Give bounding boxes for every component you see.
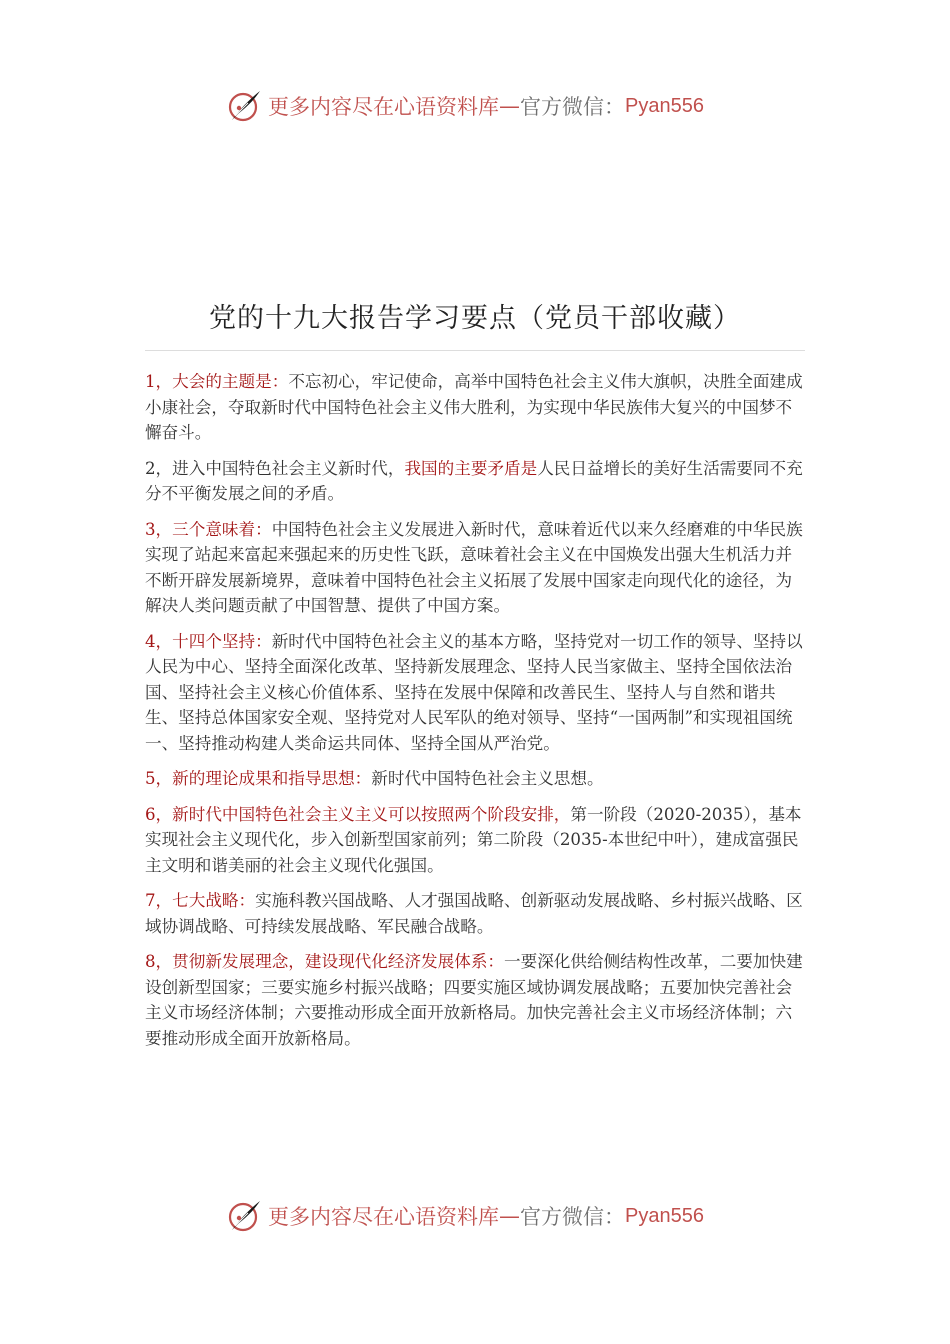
point-7-heading: 7，七大战略：	[145, 891, 256, 910]
banner-wechat-id: Pyan556	[625, 1204, 704, 1227]
page-title: 党的十九大报告学习要点（党员干部收藏）	[209, 303, 741, 334]
point-5	[145, 766, 805, 792]
article-body	[145, 369, 805, 1061]
banner-dash: —	[499, 94, 520, 118]
point-1	[145, 369, 805, 446]
banner-dash: —	[499, 1204, 520, 1228]
point-2-heading: 我国的主要矛盾是	[404, 458, 538, 478]
point-4-text: 新时代中国特色社会主义的基本方略，坚持党对一切工作的领导、坚持以人民为中心、坚持全面深化改革、坚持新发展理念、坚持人民当家做主、坚持全国依法治国、坚持社会主义核心价值体系、坚持在发展中保障和改善民生、坚持人与自然和谐共生、坚持总体国家安全观、坚持党对人民军队的绝对领导、坚持“一国两制”和实现祖国统一、坚持推动构建人类命运共同体、坚持全国从严治党。	[145, 631, 803, 753]
footer-banner	[226, 1196, 704, 1236]
point-5-heading: 5，新的理论成果和指导思想：	[145, 769, 372, 788]
quill-logo-icon	[226, 88, 262, 124]
quill-logo-icon	[226, 1198, 262, 1234]
point-8	[145, 949, 805, 1051]
point-6-heading: 6，新时代中国特色社会主义主义可以按照两个阶段安排，	[145, 804, 571, 824]
point-8-text: 一要深化供给侧结构性改革，二要加快建设创新型国家；三要实施乡村振兴战略；四要实施区域协调发展战略；五要加快完善社会主义市场经济体制；六要推动形成全面开放新格局。加快完善社会主义市场经济体制；六要推动形成全面开放新格局。	[145, 952, 803, 1048]
banner-site-text: 更多内容尽在心语资料库	[268, 95, 499, 119]
point-3-heading: 3，三个意味着：	[145, 519, 272, 539]
point-2-text: 人民日益增长的美好生活需要同不充分不平衡发展之间的矛盾。	[145, 458, 803, 503]
title-divider	[145, 350, 805, 351]
point-7-text: 实施科教兴国战略、人才强国战略、创新驱动发展战略、乡村振兴战略、区域协调战略、可持续发展战略、军民融合战略。	[145, 891, 803, 936]
point-1-heading: 1，大会的主题是：	[145, 372, 289, 391]
banner-wechat-id: Pyan556	[625, 94, 704, 117]
point-6-text: 第一阶段（2020-2035），基本实现社会主义现代化，步入创新型国家前列；第二阶段（2035-本世纪中叶），建成富强民主文明和谐美丽的社会主义现代化强国。	[145, 804, 802, 875]
header-banner	[226, 86, 704, 126]
point-4-heading: 4，十四个坚持：	[145, 631, 272, 651]
point-2-lead: 2，进入中国特色社会主义新时代，	[145, 458, 405, 478]
point-4	[145, 629, 805, 757]
point-2	[145, 456, 805, 507]
banner-wechat-label: 官方微信：	[520, 95, 625, 119]
banner-wechat-label: 官方微信：	[520, 1205, 625, 1229]
point-1-text: 不忘初心，牢记使命，高举中国特色社会主义伟大旗帜，决胜全面建成小康社会，夺取新时代中国特色社会主义伟大胜利，为实现中华民族伟大复兴的中国梦不懈奋斗。	[145, 372, 803, 442]
point-5-text: 新时代中国特色社会主义思想。	[371, 769, 604, 788]
point-6	[145, 802, 805, 879]
point-3	[145, 517, 805, 619]
point-8-heading: 8，贯彻新发展理念，建设现代化经济发展体系：	[145, 952, 505, 971]
point-3-text: 中国特色社会主义发展进入新时代，意味着近代以来久经磨难的中华民族实现了站起来富起来强起来的历史性飞跃，意味着社会主义在中国焕发出强大生机活力并不断开辟发展新境界，意味着中国特色社会主义拓展了发展中国家走向现代化的途径，为解决人类问题贡献了中国智慧、提供了中国方案。	[145, 519, 803, 615]
banner-site-text: 更多内容尽在心语资料库	[268, 1205, 499, 1229]
point-7	[145, 888, 805, 939]
